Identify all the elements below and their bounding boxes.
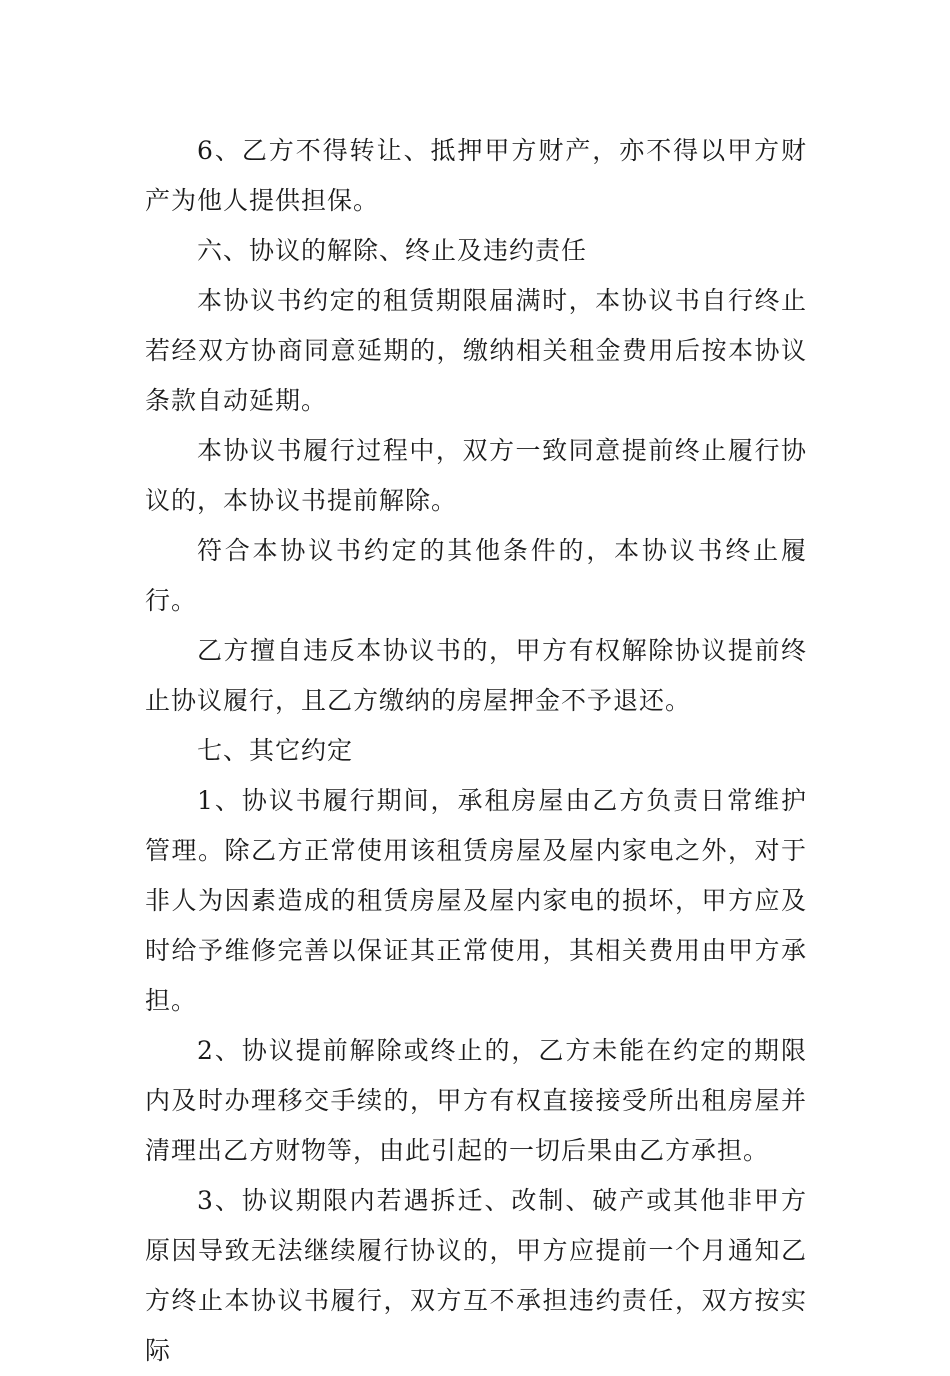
clause-6-paragraph: 6、乙方不得转让、抵押甲方财产，亦不得以甲方财产为他人提供担保。 xyxy=(145,136,807,215)
clause-3-paragraph: 3、协议期限内若遇拆迁、改制、破产或其他非甲方原因导致无法继续履行协议的，甲方应提前一个月通知乙方终止本协议书履行，双方互不承担违约责任，双方按实际 xyxy=(145,1186,807,1365)
clause-1-paragraph: 1、协议书履行期间，承租房屋由乙方负责日常维护管理。除乙方正常使用该租赁房屋及屋内家电之外，对于非人为因素造成的租赁房屋及屋内家电的损坏，甲方应及时给予维修完善以保证其正常使用，其相关费用由甲方承担。 xyxy=(145,786,807,1015)
clause-2-paragraph: 2、协议提前解除或终止的，乙方未能在约定的期限内及时办理移交手续的，甲方有权直接接受所出租房屋并清理出乙方财物等，由此引起的一切后果由乙方承担。 xyxy=(145,1036,807,1165)
section-7-heading: 七、其它约定 xyxy=(197,736,354,765)
document-body xyxy=(145,126,807,1376)
section-6-heading: 六、协议的解除、终止及违约责任 xyxy=(197,236,588,265)
breach-paragraph: 乙方擅自违反本协议书的，甲方有权解除协议提前终止协议履行，且乙方缴纳的房屋押金不予退还。 xyxy=(145,636,807,715)
early-termination-paragraph: 本协议书履行过程中，双方一致同意提前终止履行协议的，本协议书提前解除。 xyxy=(145,436,807,515)
other-conditions-paragraph: 符合本协议书约定的其他条件的，本协议书终止履行。 xyxy=(145,536,807,615)
term-expiry-paragraph: 本协议书约定的租赁期限届满时，本协议书自行终止若经双方协商同意延期的，缴纳相关租金费用后按本协议条款自动延期。 xyxy=(145,286,807,415)
